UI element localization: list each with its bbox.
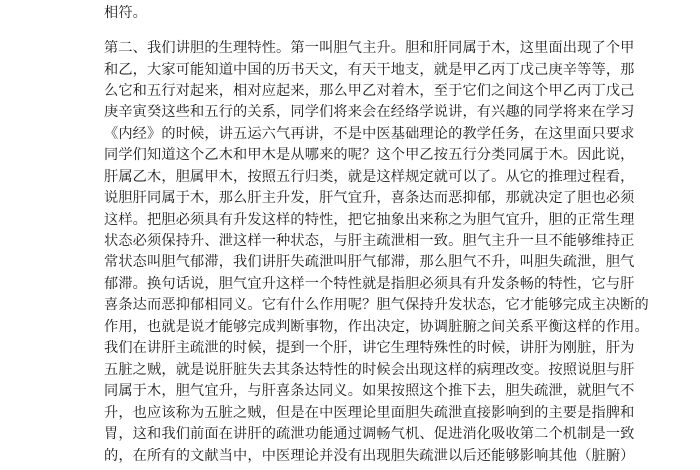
paragraph-line: 和乙，大家可能知道中国的历书天文，有天干地支，就是甲乙丙丁戊己庚辛等等，那: [104, 62, 635, 78]
paragraph-line: 胃，这和我们前面在讲肝的疏泄功能通过调畅气机、促进消化吸收第二个机制是一致: [104, 426, 635, 442]
paragraph-line: 庚辛寅癸这些和五行的关系，同学们将来会在经络学说讲，有兴趣的同学将来在学习: [104, 104, 635, 120]
paragraph-line: 喜条达而恶抑郁相同义。它有什么作用呢？胆气保持升发状态，它才能够完成主决断的: [104, 297, 649, 313]
paragraph-line: 同学们知道这个乙木和甲木是从哪来的呢？这个甲乙按五行分类同属于木。因此说，: [104, 147, 635, 163]
paragraph-line: 么它和五行对起来，相对应起来，那么甲乙对着木，至于它们之间这个甲乙丙丁戊己: [104, 83, 635, 99]
paragraph-line: 状态必须保持升、泄这样一种状态，与肝主疏泄相一致。胆气主升一旦不能够维持正: [104, 233, 635, 249]
paragraph-line: 肝属乙木，胆属甲木，按照五行归类，就是这样规定就可以了。从它的推理过程看，: [104, 169, 635, 185]
paragraph-line: 常状态叫胆气郁滞，我们讲肝失疏泄叫肝气郁滞，那么胆气不升，叫胆失疏泄，胆气: [104, 254, 635, 270]
paragraph-line: 我们在讲肝主疏泄的时候，提到一个肝，讲它生理特殊性的时候，讲肝为刚脏，肝为: [104, 340, 635, 356]
paragraph-line: 说胆肝同属于木，那么肝主升发，肝气宜升，喜条达而恶抑郁，那就决定了胆也必须: [104, 190, 635, 206]
paragraph-line: 升，也应该称为五脏之贼，但是在中医理论里面胆失疏泄直接影响到的主要是指脾和: [104, 405, 635, 421]
paragraph-line: 这样。把胆必须具有升发这样的特性，把它抽象出来称之为胆气宜升，胆的正常生理: [104, 212, 635, 228]
paragraph-line: 第二、我们讲胆的生理特性。第一叫胆气主升。胆和肝同属于木，这里面出现了个甲: [104, 40, 635, 56]
paragraph-line: 《内经》的时候，讲五运六气再讲，不是中医基础理论的教学任务，在这里面只要求: [104, 126, 635, 142]
paragraph-line: 同属于木，胆气宜升，与肝喜条达同义。如果按照这个推下去，胆失疏泄，就胆气不: [104, 383, 635, 399]
paragraph-line: 作用，也就是说才能够完成判断事物，作出决定，协调脏腑之间关系平衡这样的作用。: [104, 319, 649, 335]
paragraph-line: 相符。: [104, 5, 148, 21]
paragraph-line: 的，在所有的文献当中，中医理论并没有出现胆失疏泄以后还能够影响其他（脏腑）: [104, 448, 635, 464]
paragraph-line: 五脏之贼，就是说肝脏失去其条达特性的时候会出现这样的病理改变。按照说胆与肝: [104, 362, 635, 378]
paragraph-line: 郁滞。换句话说，胆气宜升这样一个特性就是指胆必须具有升发条畅的特性，它与肝: [104, 276, 635, 292]
